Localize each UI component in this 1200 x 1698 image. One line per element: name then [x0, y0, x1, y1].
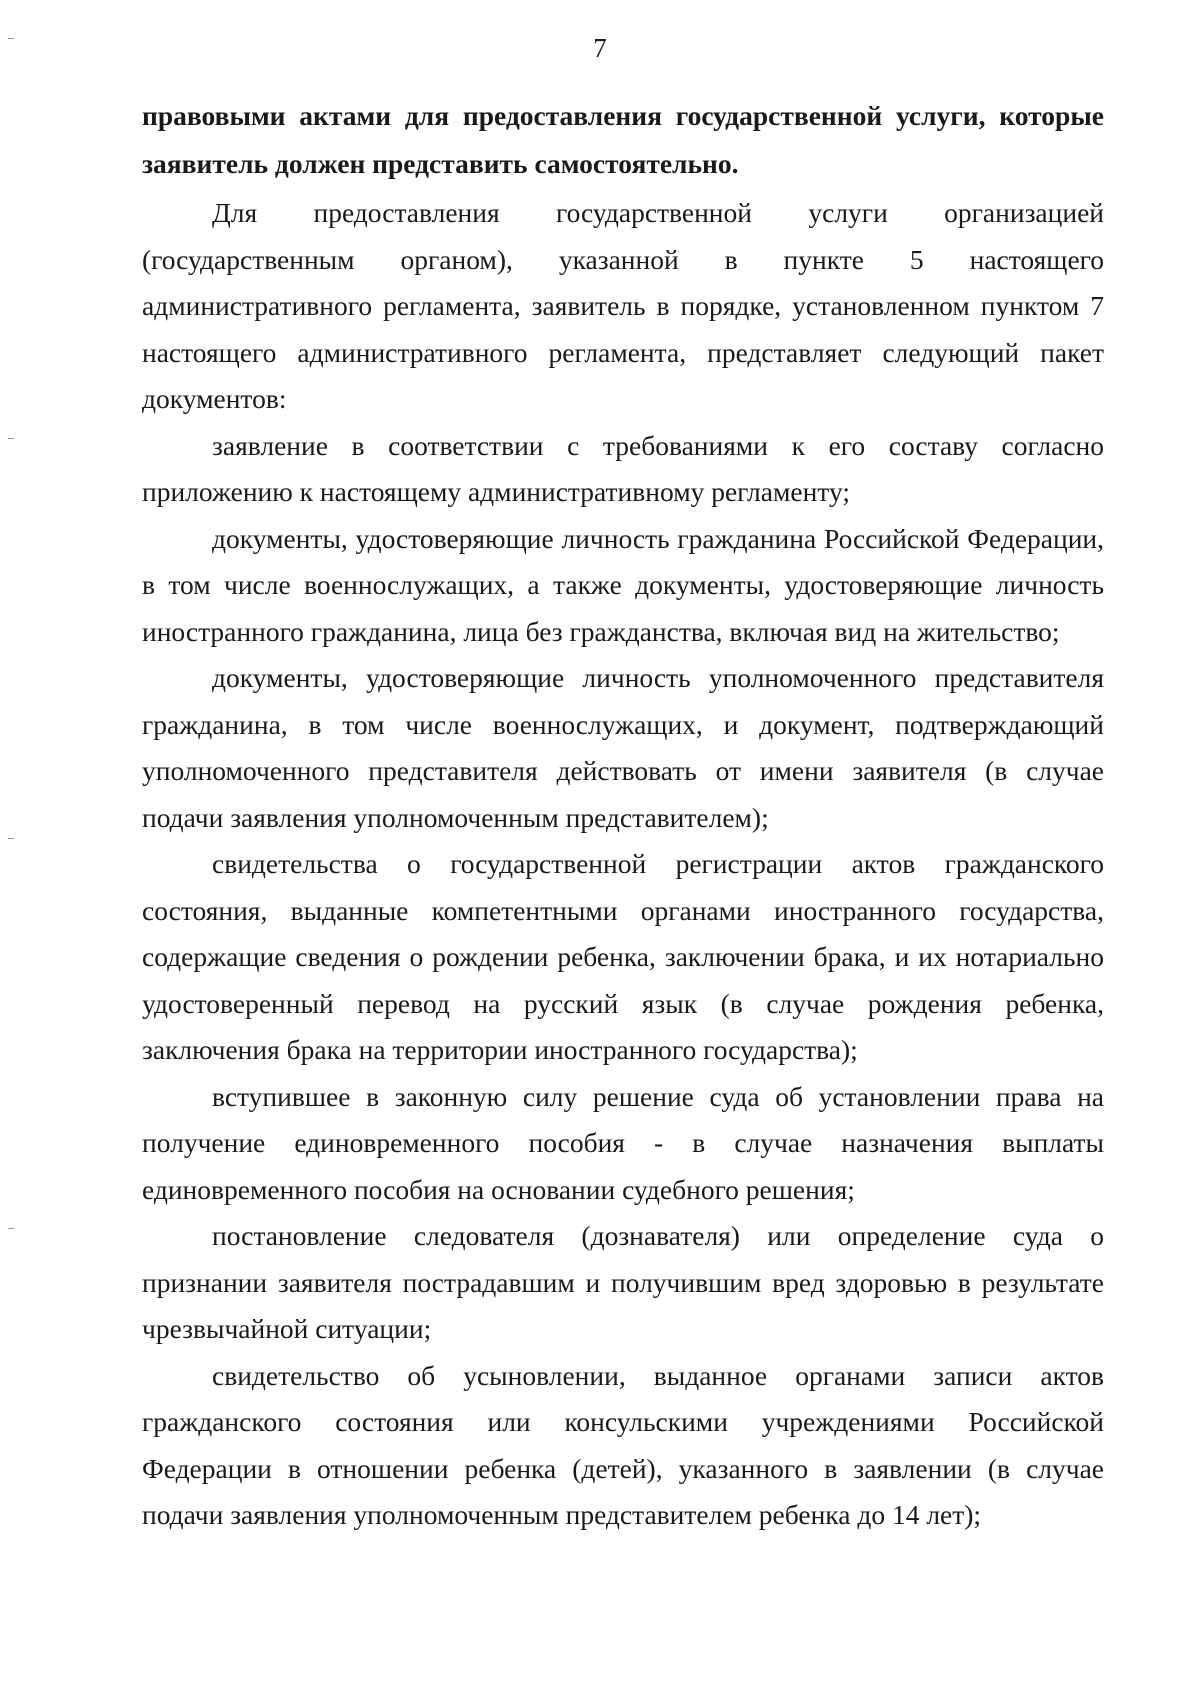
paragraph-intro: Для предоставления государственной услуги организацией (государственным органом), указанной в пункте 5 настоящего административного регламента, заявитель в порядке, установленном пунктом 7 настоящего административного регламента, представляет следующий пакет документов:: [142, 197, 1104, 414]
paragraph-adoption-certificate: свидетельство об усыновлении, выданное органами записи актов гражданского состояния или консульскими учреждениями Российской Федерации в отношении ребенка (детей), указанного в заявлении (в случае подачи заявления уполномоченным представителем ребенка до 14 лет);: [142, 1359, 1104, 1530]
paragraph-foreign-certificates: свидетельства о государственной регистрации актов гражданского состояния, выданные компетентными органами иностранного государства, содержащие сведения о рождении ребенка, заключении брака, и их нотариально удостоверенный перевод на русский язык (в случае рождения ребенка, заключения брака на территории иностранного государства);: [142, 848, 1104, 1065]
heading-continuation: правовыми актами для предоставления государственной услуги, которые заявитель должен представить самостоятельно.: [142, 100, 1104, 179]
scan-margin-mark: [8, 838, 14, 839]
scan-margin-mark: [8, 1228, 14, 1229]
paragraph-application: заявление в соответствии с требованиями к его составу согласно приложению к настоящему административному регламенту;: [142, 429, 1104, 507]
page-number: 7: [593, 33, 607, 63]
scan-margin-mark: [8, 438, 14, 439]
paragraph-representative-documents: документы, удостоверяющие личность уполномоченного представителя гражданина, в том числе военнослужащих, и документ, подтверждающий уполномоченного представителя действовать от имени заявителя (в случае подачи заявления уполномоченным представителем);: [142, 662, 1104, 833]
document-body: [142, 92, 1104, 1539]
paragraph-identity-documents: документы, удостоверяющие личность гражданина Российской Федерации, в том числе военнослужащих, а также документы, удостоверяющие личность иностранного гражданина, лица без гражданства, включая вид на жительство;: [142, 522, 1104, 647]
paragraph-court-decision: вступившее в законную силу решение суда об установлении права на получение единовременного пособия - в случае назначения выплаты единовременного пособия на основании судебного решения;: [142, 1080, 1104, 1205]
paragraph-investigator-resolution: постановление следователя (дознавателя) или определение суда о признании заявителя пострадавшим и получившим вред здоровью в результате чрезвычайной ситуации;: [142, 1220, 1104, 1344]
